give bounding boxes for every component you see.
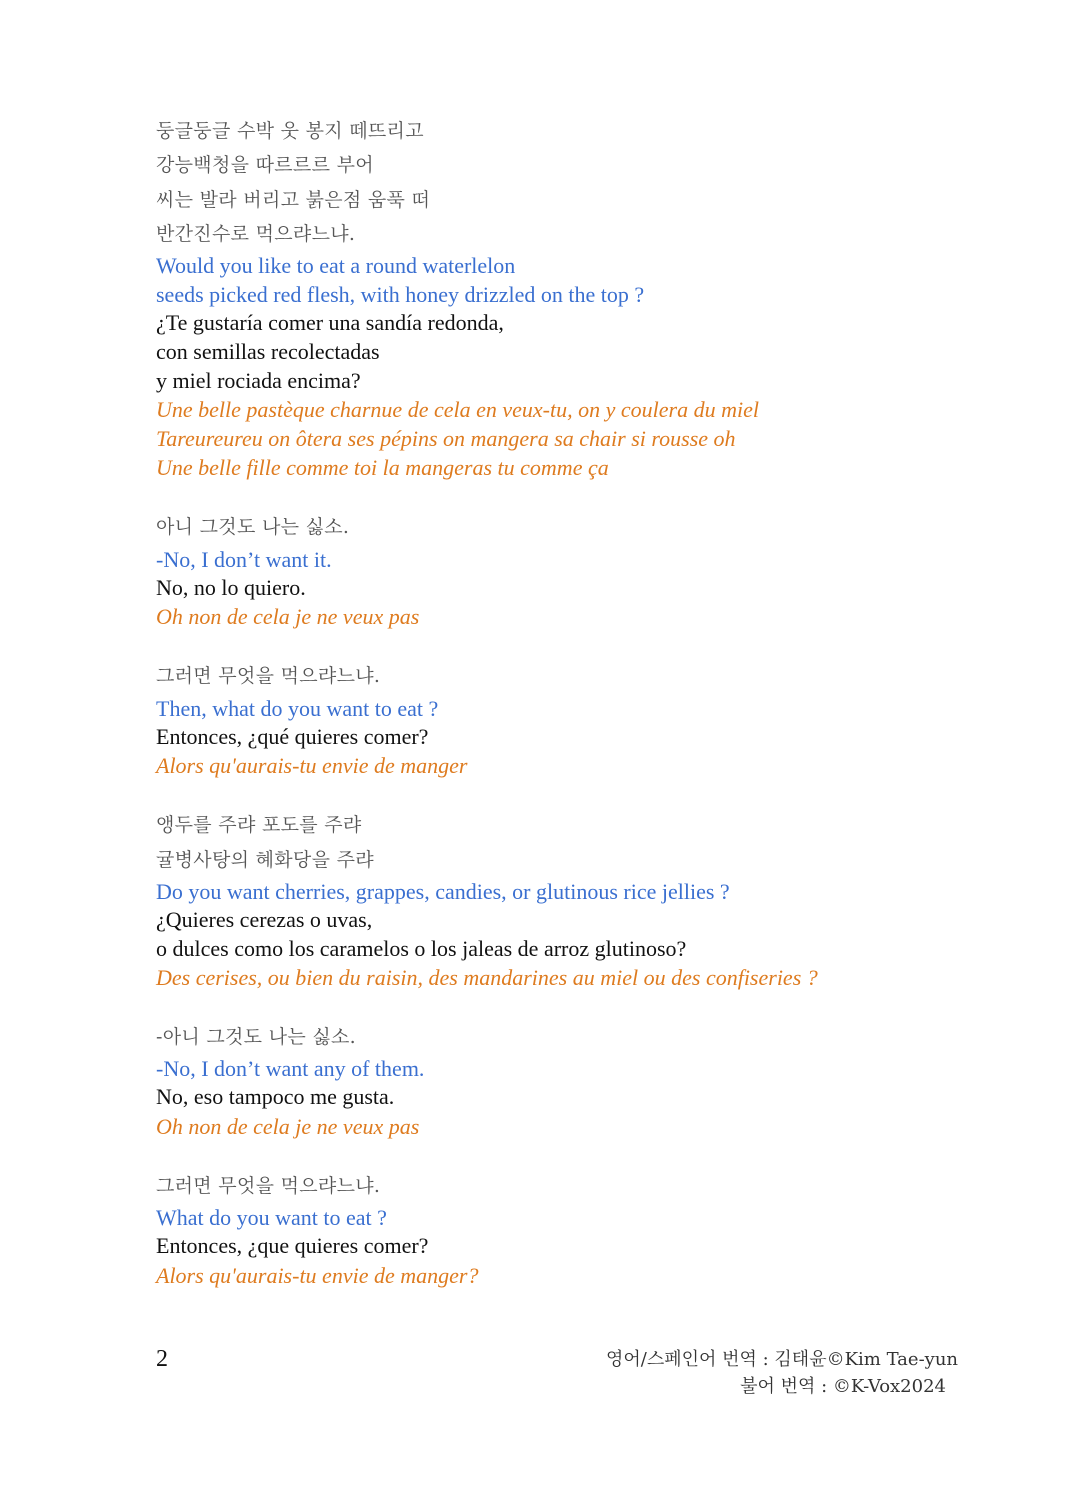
stanza xyxy=(156,114,1036,482)
english-line: -No, I don’t want it. xyxy=(156,546,332,572)
spanish-line: y miel rociada encima? xyxy=(156,367,361,393)
korean-line: 둥글둥글 수박 웃 봉지 떼뜨리고 xyxy=(156,120,424,142)
credit-translation-line: 영어/스페인어 번역 : 김태윤©Kim Tae-yun xyxy=(606,1349,958,1370)
stanza-gap xyxy=(156,780,1036,808)
korean-line: 반간진수로 먹으랴느냐. xyxy=(156,222,356,245)
french-line: Des cerises, ou bien du raisin, des mandarines au miel ou des confiseries ? xyxy=(156,965,818,991)
korean-line: 강능백청을 따르르르 부어 xyxy=(156,154,374,177)
stanza-gap xyxy=(156,631,1036,659)
french-line: Alors qu'aurais-tu envie de manger xyxy=(156,753,468,779)
french-line: Oh non de cela je ne veux pas xyxy=(156,604,420,630)
korean-line: 씨는 발라 버리고 붉은점 움푹 떠 xyxy=(156,188,431,211)
korean-line: 귤병사탕의 혜화당을 주랴 xyxy=(156,848,374,871)
stanza-gap xyxy=(156,1141,1036,1169)
french-line: Une belle pastèque charnue de cela en veux-tu, on y coulera du miel xyxy=(156,397,759,423)
english-line: Then, what do you want to eat ? xyxy=(156,695,439,721)
korean-line: 아니 그것도 나는 싫소. xyxy=(156,516,350,539)
english-line: seeds picked red flesh, with honey drizzled on the top ? xyxy=(156,282,645,308)
english-line: -No, I don’t want any of them. xyxy=(156,1056,425,1082)
credit-french-line: 불어 번역 : ©K-Vox2024 xyxy=(740,1376,946,1397)
french-line: Oh non de cela je ne veux pas xyxy=(156,1114,420,1140)
korean-line: -아니 그것도 나는 싫소. xyxy=(156,1026,356,1049)
stanza xyxy=(156,1169,1036,1290)
stanza-gap xyxy=(156,482,1036,510)
stanza xyxy=(156,1020,1036,1141)
spanish-line: ¿Quieres cerezas o uvas, xyxy=(156,906,373,932)
spanish-line: o dulces como los caramelos o los jaleas de arroz glutinoso? xyxy=(156,935,687,961)
translation-credits xyxy=(606,1346,958,1400)
spanish-line: Entonces, ¿que quieres comer? xyxy=(156,1233,429,1259)
french-line: Une belle fille comme toi la mangeras tu comme ça xyxy=(156,455,609,481)
french-line: Tareureureu on ôtera ses pépins on mangera sa chair si rousse oh xyxy=(156,426,736,452)
lyrics-body xyxy=(156,114,1036,1290)
english-line: Do you want cherries, grappes, candies, or glutinous rice jellies ? xyxy=(156,878,730,904)
english-line: Would you like to eat a round waterlelon xyxy=(156,253,516,279)
spanish-line: ¿Te gustaría comer una sandía redonda, xyxy=(156,310,504,336)
spanish-line: con semillas recolectadas xyxy=(156,338,380,364)
page-number: 2 xyxy=(156,1346,168,1372)
stanza xyxy=(156,510,1036,631)
english-line: What do you want to eat ? xyxy=(156,1205,387,1231)
stanza-gap xyxy=(156,992,1036,1020)
spanish-line: No, no lo quiero. xyxy=(156,574,306,600)
stanza xyxy=(156,808,1036,992)
spanish-line: Entonces, ¿qué quieres comer? xyxy=(156,723,429,749)
spanish-line: No, eso tampoco me gusta. xyxy=(156,1084,395,1110)
korean-line: 앵두를 주랴 포도를 주랴 xyxy=(156,814,362,837)
french-line: Alors qu'aurais-tu envie de manger? xyxy=(156,1263,479,1289)
korean-line: 그러면 무엇을 먹으랴느냐. xyxy=(156,1175,381,1198)
korean-line: 그러면 무엇을 먹으랴느냐. xyxy=(156,665,381,688)
stanza xyxy=(156,659,1036,780)
